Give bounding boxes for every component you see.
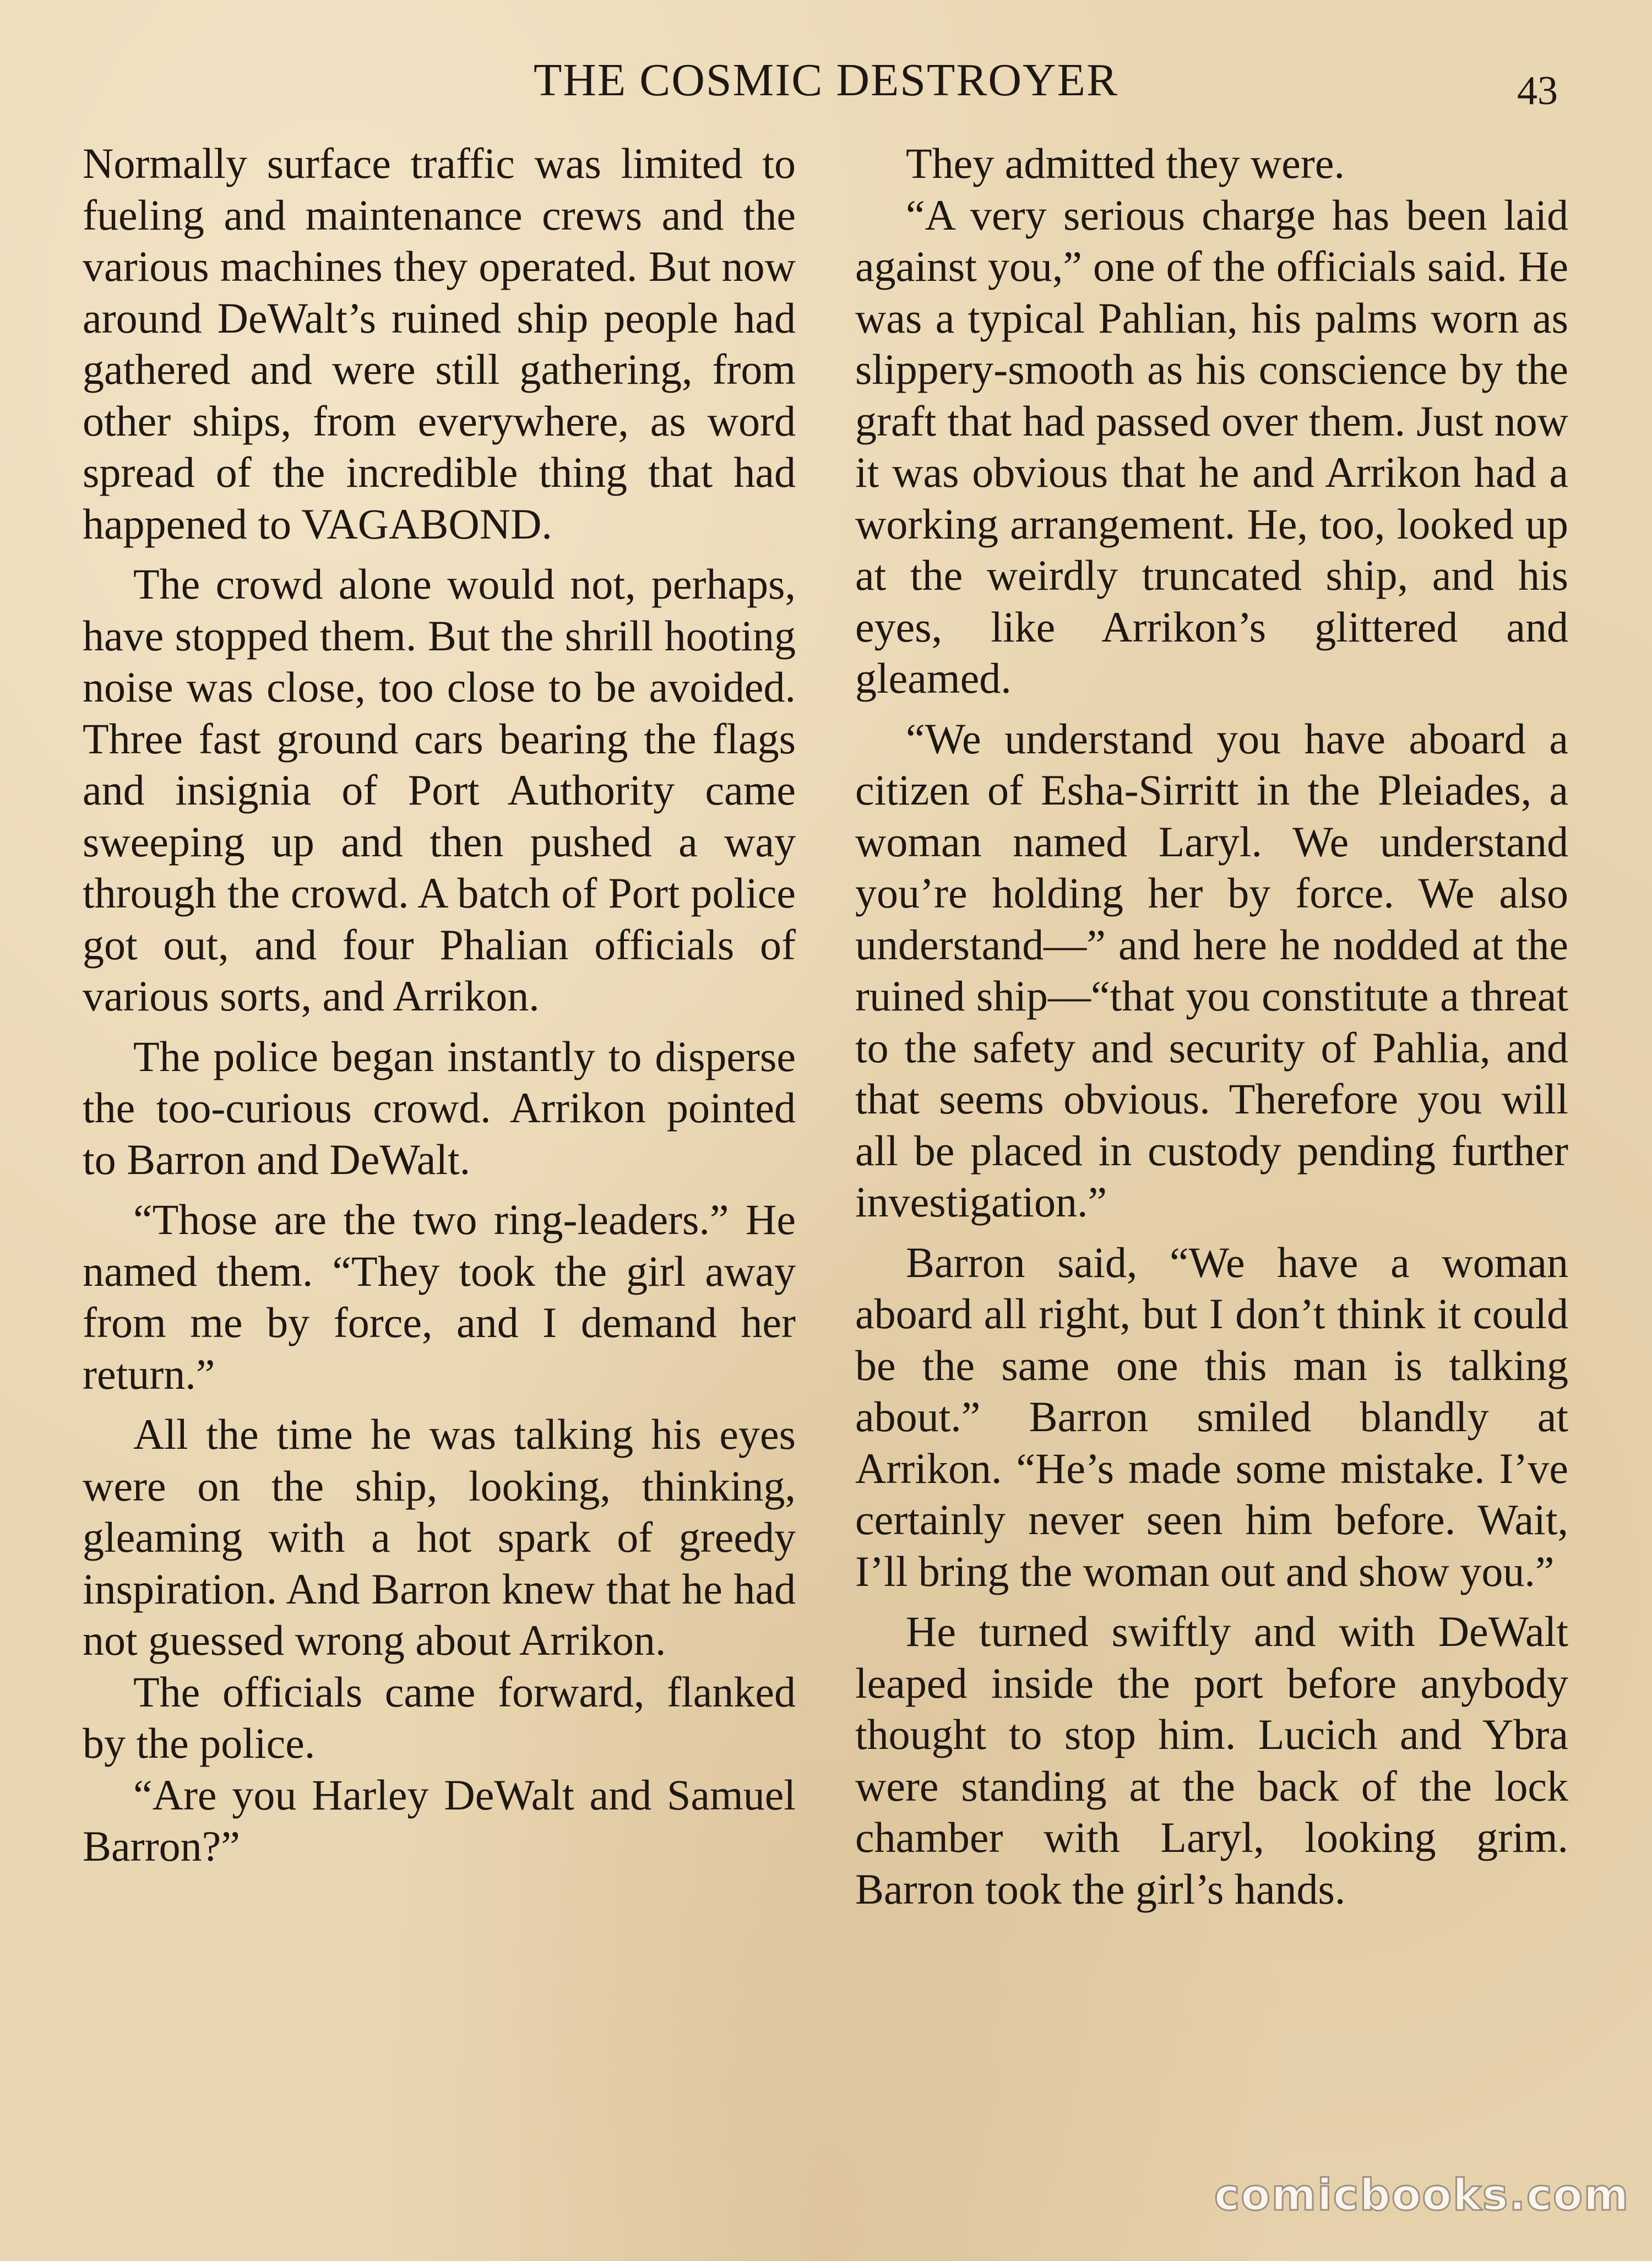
paragraph: Barron said, “We have a woman aboard all right, but I don’t think it could be the same one this man is talking about.” Barron smiled blandly at Arrikon. “He’s made some mistake. I’ve certainly never seen him before. Wait, I’ll bring the woman out and show you.” xyxy=(855,1238,1568,1595)
paragraph: He turned swiftly and with DeWalt leaped inside the port before anybody thought to stop him. Lucich and Ybra were standing at the back of the lock chamber with Laryl, looking grim. Barron took the girl’s hands. xyxy=(855,1607,1568,1913)
paragraph: “A very serious charge has been laid against you,” one of the officials said. He was a typical Pahlian, his palms worn as slippery-smooth as his conscience by the graft that had passed over them. Just now it was obvious that he and Arrikon had a working arrangement. He, too, looked up at the weirdly truncated ship, and his eyes, like Arrikon’s glittered and gleamed. xyxy=(855,191,1568,702)
paragraph: They admitted they were. xyxy=(906,139,1345,187)
paragraph: The police began instantly to disperse the too-curious crowd. Arrikon pointed to Barron and DeWalt. xyxy=(83,1032,796,1183)
paragraph: “Are you Harley DeWalt and Samuel Barron?” xyxy=(83,1770,796,1870)
paragraph: The officials came forward, flanked by the police. xyxy=(83,1667,796,1767)
paragraph: Normally surface traffic was limited to fueling and maintenance crews and the various machines they operated. But now around DeWalt’s ruined ship people had gathered and were still gathering, from other ships, from everywhere, as word spread of the incredible thing that had happened to VAGABOND. xyxy=(83,139,796,548)
paragraph: “We understand you have aboard a citizen of Esha-Sirritt in the Pleiades, a woman named Laryl. We understand you’re holding her by force. We also understand—” and here he nodded at the ruined ship—“that you constitute a threat to the safety and security of Pahlia, and that seems obvious. Therefore you will all be placed in custody pending further investigation.” xyxy=(855,714,1568,1226)
paragraph: The crowd alone would not, perhaps, have stopped them. But the shrill hooting noise was close, too close to be avoided. Three fast ground cars bearing the flags and insignia of Port Authority came sweeping up and then pushed a way through the crowd. A batch of Port police got out, and four Phalian officials of various sorts, and Arrikon. xyxy=(83,560,796,1020)
running-title: THE COSMIC DESTROYER xyxy=(533,55,1119,106)
page-number: 43 xyxy=(1517,68,1558,113)
watermark-logo: comicbooks.com xyxy=(1214,2171,1630,2220)
paragraph: All the time he was talking his eyes were on the ship, looking, thinking, gleaming with a hot spark of greedy inspiration. And Barron knew that he had not guessed wrong about Arrikon. xyxy=(83,1410,796,1664)
right-column xyxy=(855,138,1568,1923)
paragraph: “Those are the two ring-leaders.” He named them. “They took the girl away from me by force, and I demand her return.” xyxy=(83,1195,796,1398)
left-column xyxy=(83,138,796,1872)
